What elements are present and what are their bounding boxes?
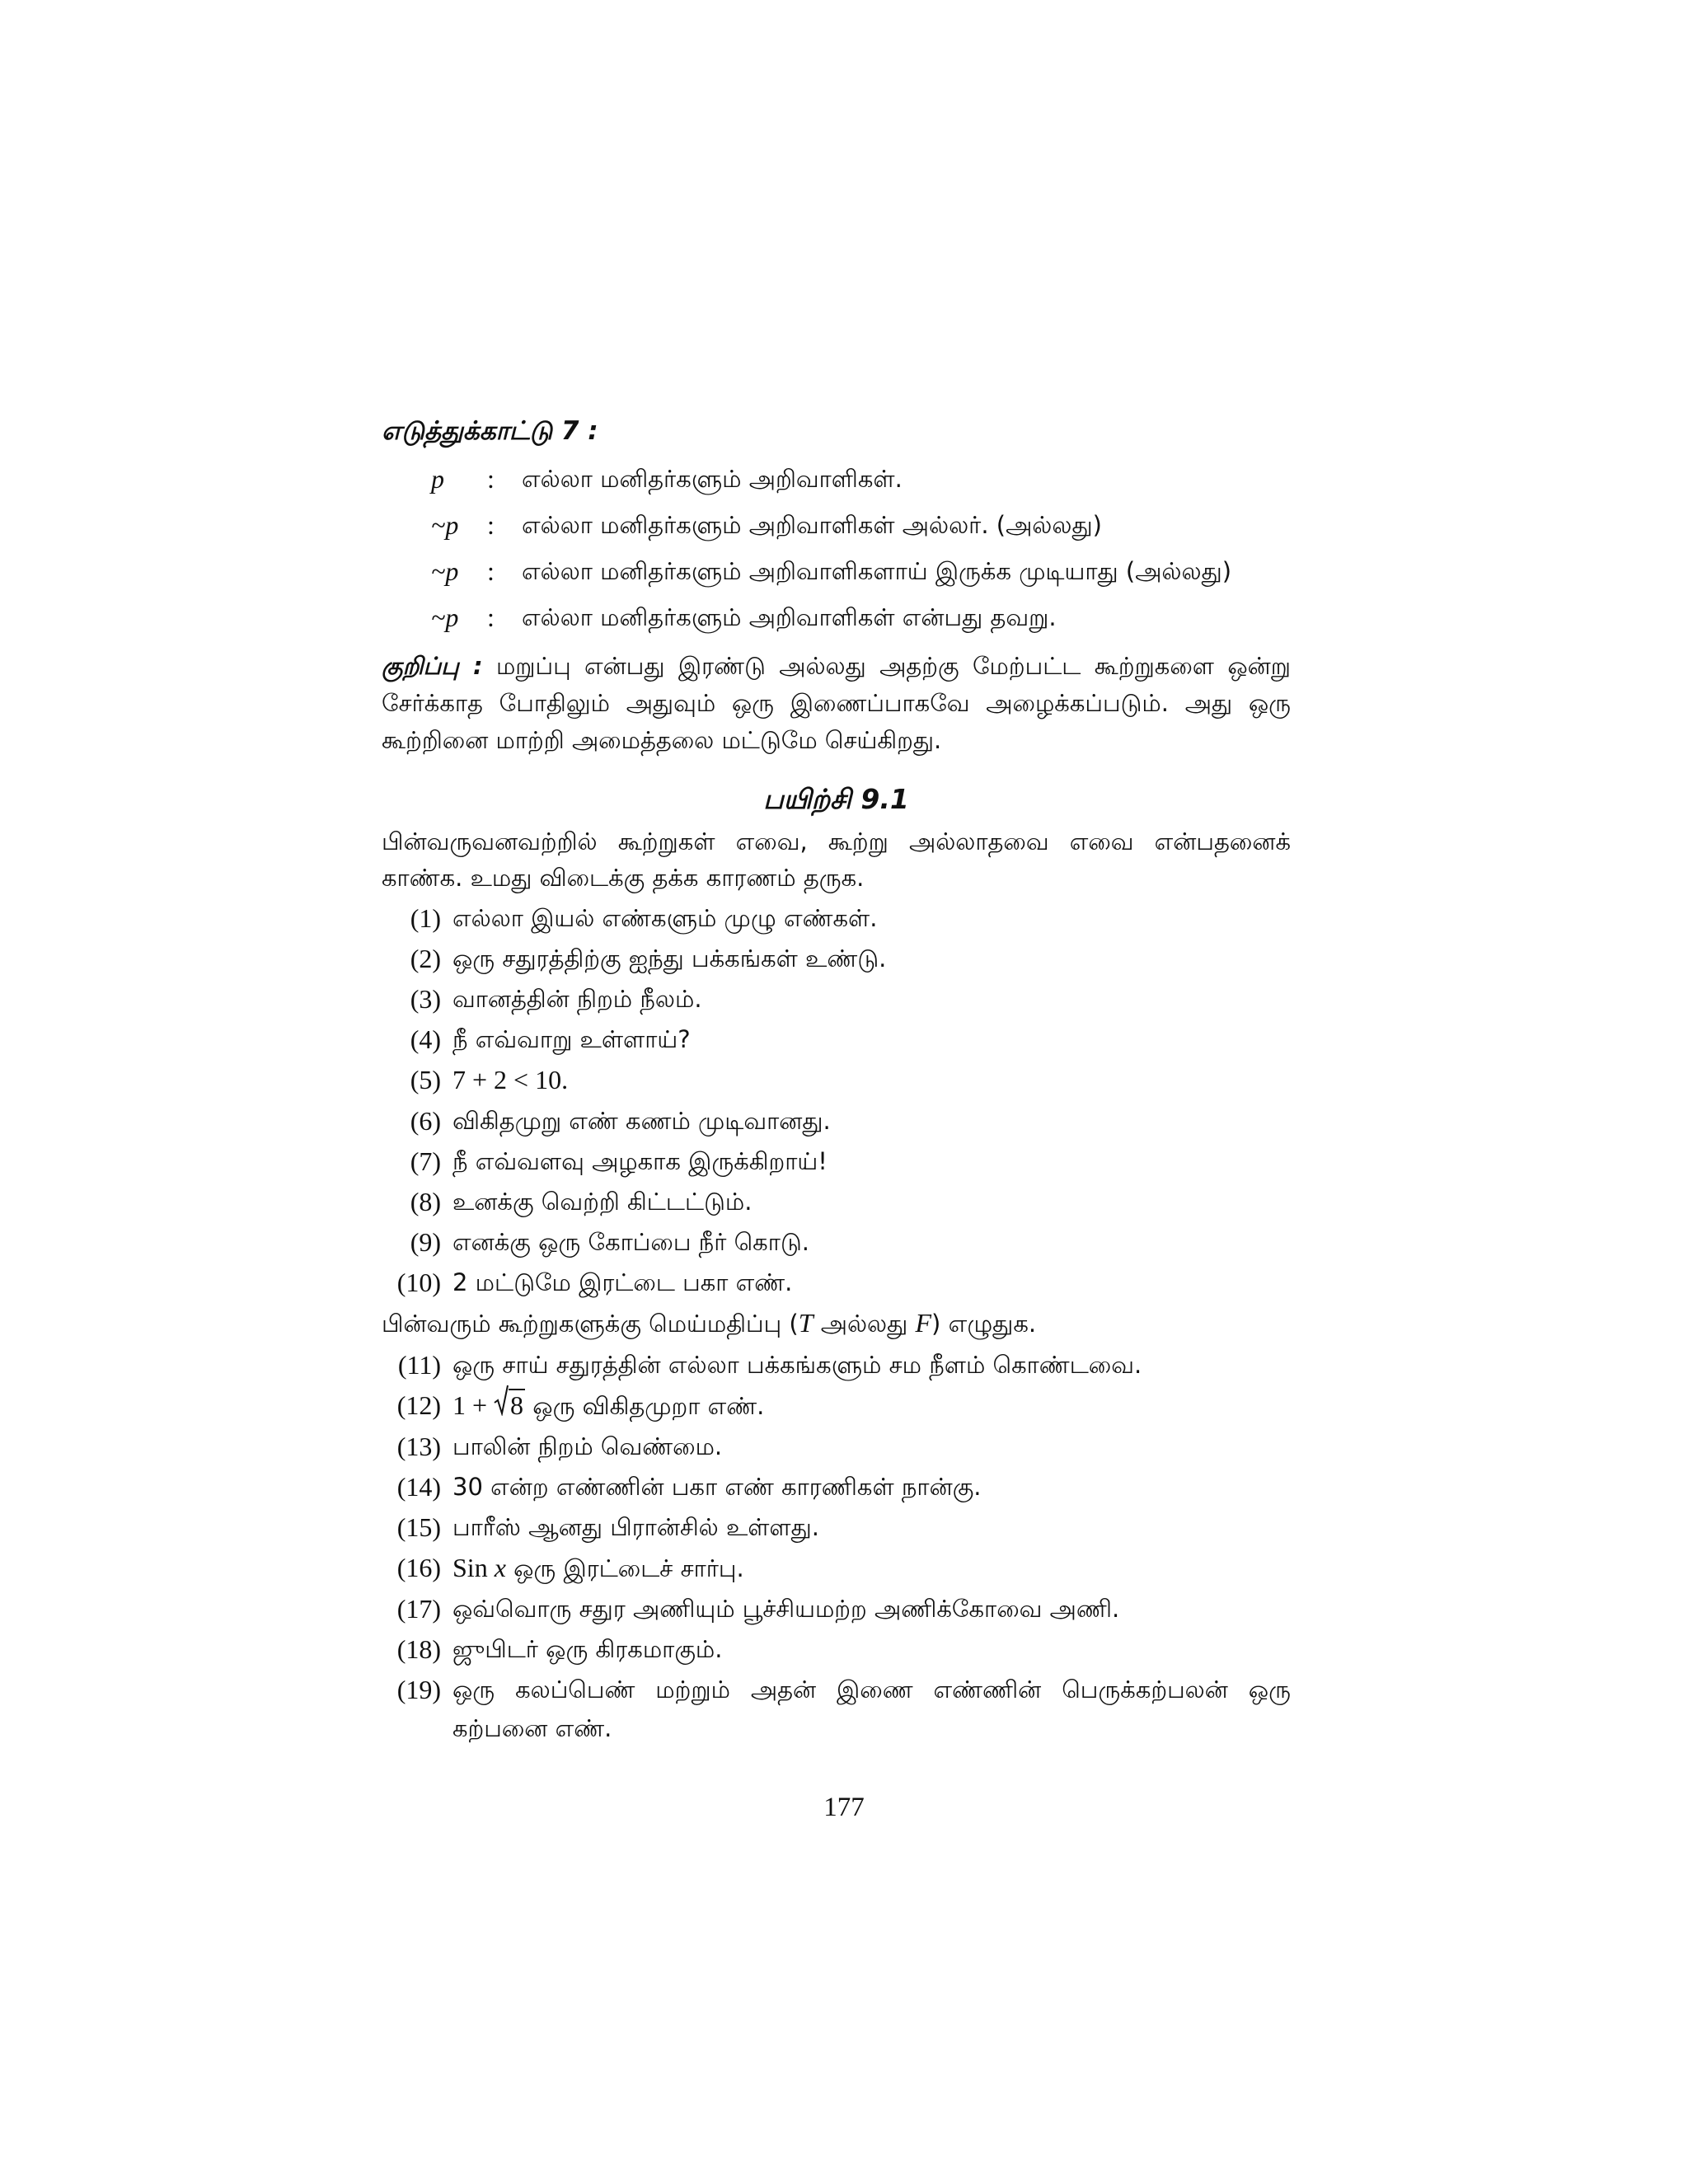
true-symbol: T xyxy=(798,1308,814,1338)
question-number: (15) xyxy=(396,1512,441,1542)
question-number: (10) xyxy=(396,1268,441,1297)
exercise-title: பயிற்சி 9.1 xyxy=(763,783,909,815)
question-text: ஒரு சதுரத்திற்கு ஐந்து பக்கங்கள் உண்டு. xyxy=(452,944,887,972)
note-label: குறிப்பு : xyxy=(382,652,483,680)
statement-row xyxy=(431,598,1291,636)
question-number: (11) xyxy=(397,1350,441,1380)
colon: : xyxy=(487,464,495,494)
question-item xyxy=(382,1183,1291,1221)
question-text xyxy=(452,1386,1291,1426)
statement-text: எல்லா மனிதர்களும் அறிவாளிகள். xyxy=(522,465,903,493)
question-item xyxy=(382,899,1291,938)
question-text: 30 என்ற எண்ணின் பகா எண் காரணிகள் நான்கு. xyxy=(452,1473,982,1501)
question-text: எனக்கு ஒரு கோப்பை நீர் கொடு. xyxy=(452,1228,809,1256)
question-number: (5) xyxy=(410,1065,441,1094)
question-text: எல்லா இயல் எண்களும் முழு எண்கள். xyxy=(452,904,878,932)
question-number: (2) xyxy=(410,944,441,973)
question-number: (12) xyxy=(396,1390,441,1420)
question-list-part2 xyxy=(382,1346,1291,1748)
question-number: (18) xyxy=(396,1634,441,1664)
question-item xyxy=(382,1508,1291,1547)
question-text xyxy=(452,1061,1291,1100)
statement-symbol: ~p xyxy=(431,602,459,632)
question-text: 2 மட்டுமே இரட்டை பகா எண். xyxy=(452,1268,793,1296)
question-text: வானத்தின் நிறம் நீலம். xyxy=(452,985,702,1013)
note-text: மறுப்பு என்பது இரண்டு அல்லது அதற்கு மேற்பட்ட கூற்றுகளை ஒன்று சேர்க்காத போதிலும் அதுவும் ஒரு இணைப்பாகவே அழைக்கப்படும். அது ஒரு கூற்றினை மாற்றி அமைத்தலை மட்டுமே செய்கிறது. xyxy=(382,652,1292,754)
question-item xyxy=(382,1671,1291,1748)
radicand: 8 xyxy=(510,1390,524,1420)
question-text xyxy=(452,1549,1291,1588)
question-item xyxy=(382,1263,1291,1302)
truth-value-instruction xyxy=(382,1304,1291,1343)
page-number: 177 xyxy=(823,1793,865,1822)
question-item xyxy=(382,1468,1291,1507)
instruction-text: அல்லது xyxy=(813,1310,916,1338)
math-variable: x xyxy=(494,1553,506,1582)
statement-text: எல்லா மனிதர்களும் அறிவாளிகளாய் இருக்க முடியாது (அல்லது) xyxy=(522,557,1232,585)
question-item xyxy=(382,1549,1291,1588)
question-text: விகிதமுறு எண் கணம் முடிவானது. xyxy=(452,1107,831,1135)
question-item xyxy=(382,1020,1291,1059)
question-text: பாலின் நிறம் வெண்மை. xyxy=(452,1432,723,1460)
example-heading: எடுத்துக்காட்டு 7 : xyxy=(382,416,598,446)
math-expression: 7 + 2 < 10. xyxy=(452,1065,569,1094)
question-item xyxy=(382,1102,1291,1141)
question-text: ஜுபிடர் ஒரு கிரகமாகும். xyxy=(452,1635,723,1663)
colon: : xyxy=(487,602,495,632)
question-item xyxy=(382,1386,1291,1426)
question-text: ஒரு சாய் சதுரத்தின் எல்லா பக்கங்களும் சம நீளம் கொண்டவை. xyxy=(452,1351,1142,1379)
statement-row xyxy=(431,552,1291,590)
question-number: (7) xyxy=(410,1146,441,1176)
statement-text: எல்லா மனிதர்களும் அறிவாளிகள் அல்லர். (அல்லது) xyxy=(522,511,1102,539)
question-number: (6) xyxy=(410,1106,441,1136)
question-text-tail: ஒரு விகிதமுறா எண். xyxy=(525,1392,765,1420)
question-list-part1 xyxy=(382,899,1291,1302)
question-number: (19) xyxy=(396,1675,441,1704)
math-expression: Sin xyxy=(452,1553,495,1582)
question-item xyxy=(382,1630,1291,1669)
question-number: (1) xyxy=(410,903,441,933)
question-number: (9) xyxy=(410,1227,441,1257)
question-text: பாரீஸ் ஆனது பிரான்சில் உள்ளது. xyxy=(452,1513,819,1541)
page-content xyxy=(382,412,1291,1750)
colon: : xyxy=(487,556,495,586)
question-number: (8) xyxy=(410,1187,441,1216)
question-item xyxy=(382,1142,1291,1181)
instruction-text: பின்வரும் கூற்றுகளுக்கு மெய்மதிப்பு ( xyxy=(382,1310,799,1338)
statement-symbol: ~p xyxy=(431,556,459,586)
statement-symbol: p xyxy=(431,464,444,494)
question-item xyxy=(382,1061,1291,1100)
question-item xyxy=(382,1427,1291,1466)
statement-symbol: ~p xyxy=(431,510,459,540)
question-item xyxy=(382,1223,1291,1262)
statement-row xyxy=(431,460,1291,498)
question-text: ஒவ்வொரு சதுர அணியும் பூச்சியமற்ற அணிக்கோவை அணி. xyxy=(452,1595,1120,1623)
instruction-text: ) எழுதுக. xyxy=(931,1310,1037,1338)
question-item xyxy=(382,940,1291,978)
question-item xyxy=(382,1346,1291,1385)
math-expression: 1 + xyxy=(452,1390,495,1420)
note-paragraph xyxy=(382,648,1291,759)
statement-row xyxy=(431,506,1291,544)
false-symbol: F xyxy=(915,1308,932,1338)
question-text: நீ எவ்வளவு அழகாக இருக்கிறாய்! xyxy=(452,1147,828,1175)
statement-text: எல்லா மனிதர்களும் அறிவாளிகள் என்பது தவறு. xyxy=(522,603,1057,631)
square-root-symbol xyxy=(494,1386,525,1425)
question-number: (17) xyxy=(396,1594,441,1624)
question-text: ஒரு கலப்பெண் மற்றும் அதன் இணை எண்ணின் பெருக்கற்பலன் ஒரு கற்பனை எண். xyxy=(452,1675,1291,1742)
question-number: (14) xyxy=(396,1472,441,1502)
question-number: (4) xyxy=(410,1024,441,1054)
question-number: (16) xyxy=(396,1553,441,1582)
question-text: நீ எவ்வாறு உள்ளாய்? xyxy=(452,1025,691,1053)
colon: : xyxy=(487,510,495,540)
question-number: (3) xyxy=(410,984,441,1014)
question-text: உனக்கு வெற்றி கிட்டட்டும். xyxy=(452,1188,753,1216)
question-item xyxy=(382,980,1291,1019)
question-item xyxy=(382,1590,1291,1629)
exercise-instruction: பின்வருவனவற்றில் கூற்றுகள் எவை, கூற்று அல்லாதவை எவை என்பதனைக் காண்க. உமது விடைக்கு தக்க காரணம் தருக. xyxy=(382,827,1291,892)
question-text-tail: ஒரு இரட்டைச் சார்பு. xyxy=(505,1554,744,1582)
question-number: (13) xyxy=(396,1432,441,1461)
